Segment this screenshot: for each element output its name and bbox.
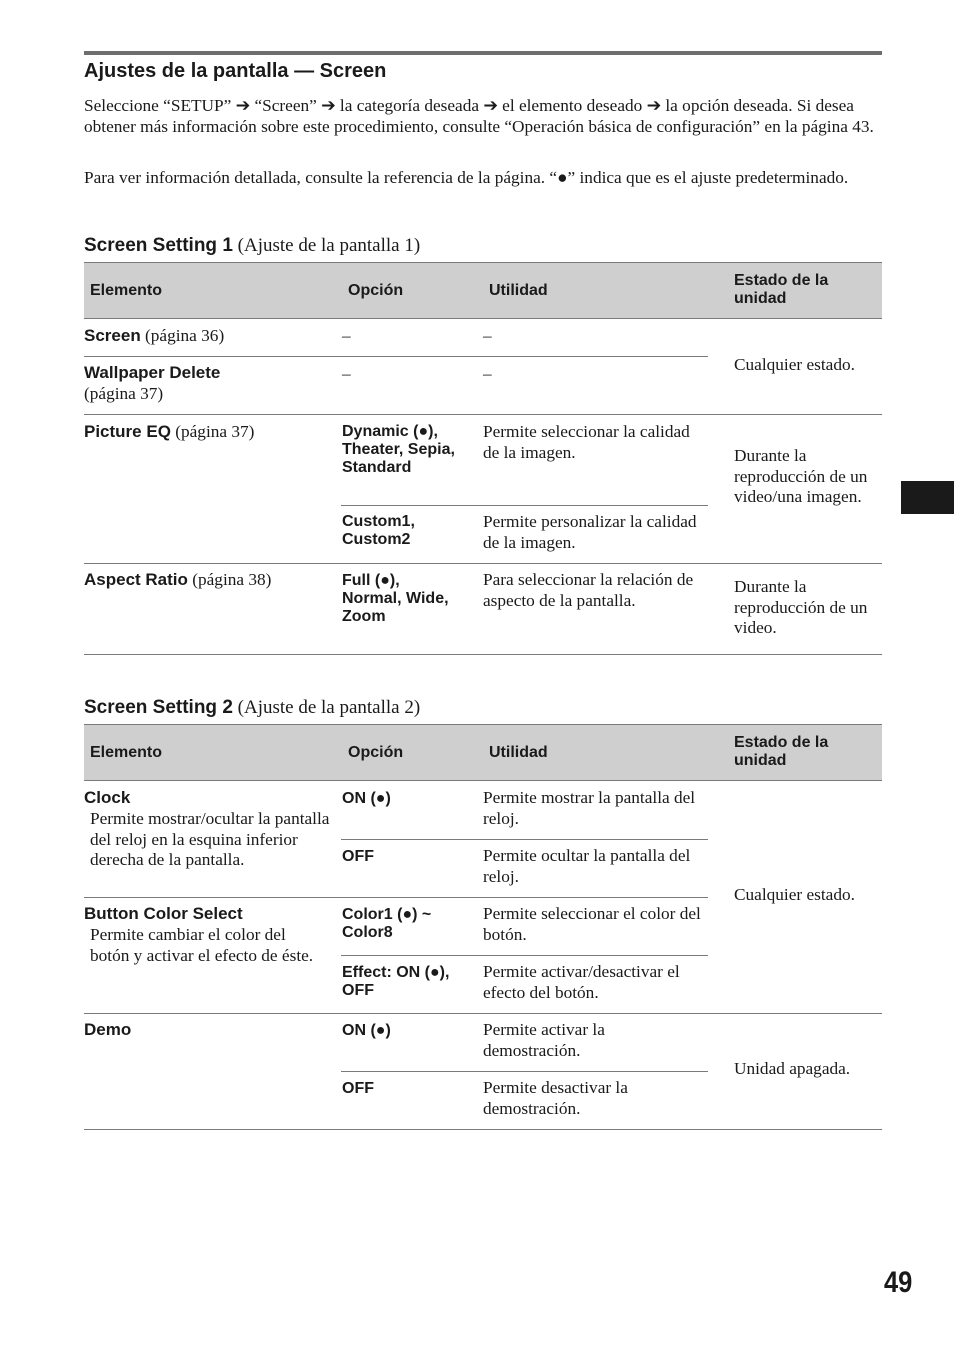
clock-description: Permite mostrar/ocultar la pantalla del reloj en la esquina inferior derecha de la pantalla.	[90, 809, 330, 869]
aspect-name: Aspect Ratio	[84, 570, 188, 589]
header-estado: Estado de la unidad	[734, 272, 829, 307]
clock-utility-1: Permite mostrar la pantalla del reloj.	[483, 788, 696, 828]
estado-any-1: Cualquier estado.	[734, 355, 855, 374]
wallpaper-name: Wallpaper Delete	[84, 363, 221, 382]
header-utilidad: Utilidad	[489, 282, 548, 299]
row-screen-element	[84, 326, 334, 347]
table2-header-row	[84, 724, 882, 781]
row-wallpaper-element	[84, 363, 334, 404]
demo-option-1: ON (●)	[342, 1022, 391, 1039]
page-number: 49	[884, 1266, 913, 1299]
row-divider	[341, 505, 708, 506]
aspect-utility: Para seleccionar la relación de aspecto de la pantalla.	[483, 570, 694, 610]
button-color-option-1: Color1 (●) ~ Color8	[342, 906, 432, 941]
clock-name: Clock	[84, 788, 131, 807]
screen-utility: –	[483, 326, 492, 345]
picture-eq-option-1: Dynamic (●), Theater, Sepia, Standard	[342, 423, 455, 476]
estado-image: Durante la reproducción de un video/una imagen.	[734, 446, 868, 506]
table2-title-rest: (Ajuste de la pantalla 2)	[232, 697, 421, 718]
header-estado: Estado de la unidad	[734, 734, 829, 769]
top-rule	[84, 51, 882, 55]
header-opcion: Opción	[348, 744, 404, 761]
table1-header-row	[84, 262, 882, 319]
row-picture-eq-element	[84, 422, 334, 443]
header-elemento: Elemento	[90, 744, 163, 761]
button-color-name: Button Color Select	[84, 904, 243, 923]
intro-paragraph: Seleccione “SETUP” ➔ “Screen” ➔ la categoría deseada ➔ el elemento deseado ➔ la opción deseada. Si desea obtener más información sobre este procedimiento, consulte “Operación básica de configuración” en la página 43.	[84, 96, 874, 136]
demo-option-2: OFF	[342, 1080, 374, 1097]
clock-utility-2: Permite ocultar la pantalla del reloj.	[483, 846, 691, 886]
screen-name: Screen	[84, 326, 141, 345]
demo-utility-1: Permite activar la demostración.	[483, 1020, 605, 1060]
screen-setting-1-table	[84, 262, 882, 655]
group-divider	[84, 414, 882, 415]
group-divider	[84, 1013, 882, 1014]
aspect-ref: (página 38)	[187, 570, 272, 589]
wallpaper-option: –	[342, 364, 351, 383]
estado-off: Unidad apagada.	[734, 1059, 851, 1078]
screen-option: –	[342, 326, 351, 345]
table-bottom-rule	[84, 1129, 882, 1130]
button-color-description: Permite cambiar el color del botón y activar el efecto de éste.	[90, 925, 314, 965]
table1-title	[84, 234, 420, 258]
button-color-utility-1: Permite seleccionar el color del botón.	[483, 904, 701, 944]
note-paragraph: Para ver información detallada, consulte la referencia de la página. “●” indica que es el ajuste predeterminado.	[84, 168, 849, 187]
picture-eq-name: Picture EQ	[84, 422, 171, 441]
demo-utility-2: Permite desactivar la demostración.	[483, 1078, 628, 1118]
wallpaper-utility: –	[483, 364, 492, 383]
row-divider	[84, 356, 708, 357]
picture-eq-option-2: Custom1, Custom2	[342, 513, 415, 548]
button-color-utility-2: Permite activar/desactivar el efecto del botón.	[483, 962, 680, 1002]
picture-eq-utility-1: Permite seleccionar la calidad de la imagen.	[483, 422, 690, 462]
demo-name: Demo	[84, 1020, 132, 1039]
group-divider	[84, 563, 882, 564]
estado-video: Durante la reproducción de un video.	[734, 577, 868, 637]
clock-option-2: OFF	[342, 848, 374, 865]
row-aspect-element	[84, 570, 334, 591]
estado-any-2: Cualquier estado.	[734, 885, 855, 904]
chapter-tab-marker	[901, 481, 954, 514]
table2-title	[84, 696, 420, 720]
row-divider	[341, 839, 708, 840]
picture-eq-ref: (página 37)	[170, 422, 255, 441]
table1-title-rest: (Ajuste de la pantalla 1)	[232, 235, 421, 256]
header-elemento: Elemento	[90, 282, 163, 299]
section-heading: Ajustes de la pantalla — Screen	[84, 60, 387, 82]
row-divider	[341, 1071, 708, 1072]
picture-eq-utility-2: Permite personalizar la calidad de la imagen.	[483, 512, 697, 552]
header-utilidad: Utilidad	[489, 744, 548, 761]
button-color-option-2: Effect: ON (●), OFF	[342, 964, 450, 999]
clock-option-1: ON (●)	[342, 790, 391, 807]
row-divider	[341, 955, 708, 956]
table1-title-bold: Screen Setting 1	[84, 235, 233, 256]
header-opcion: Opción	[348, 282, 404, 299]
wallpaper-ref: (página 37)	[84, 383, 164, 403]
table-bottom-rule	[84, 654, 882, 655]
table2-title-bold: Screen Setting 2	[84, 697, 233, 718]
screen-setting-2-table	[84, 724, 882, 1130]
screen-ref: (página 36)	[140, 326, 225, 345]
row-divider	[84, 897, 708, 898]
aspect-option: Full (●), Normal, Wide, Zoom	[342, 572, 449, 625]
